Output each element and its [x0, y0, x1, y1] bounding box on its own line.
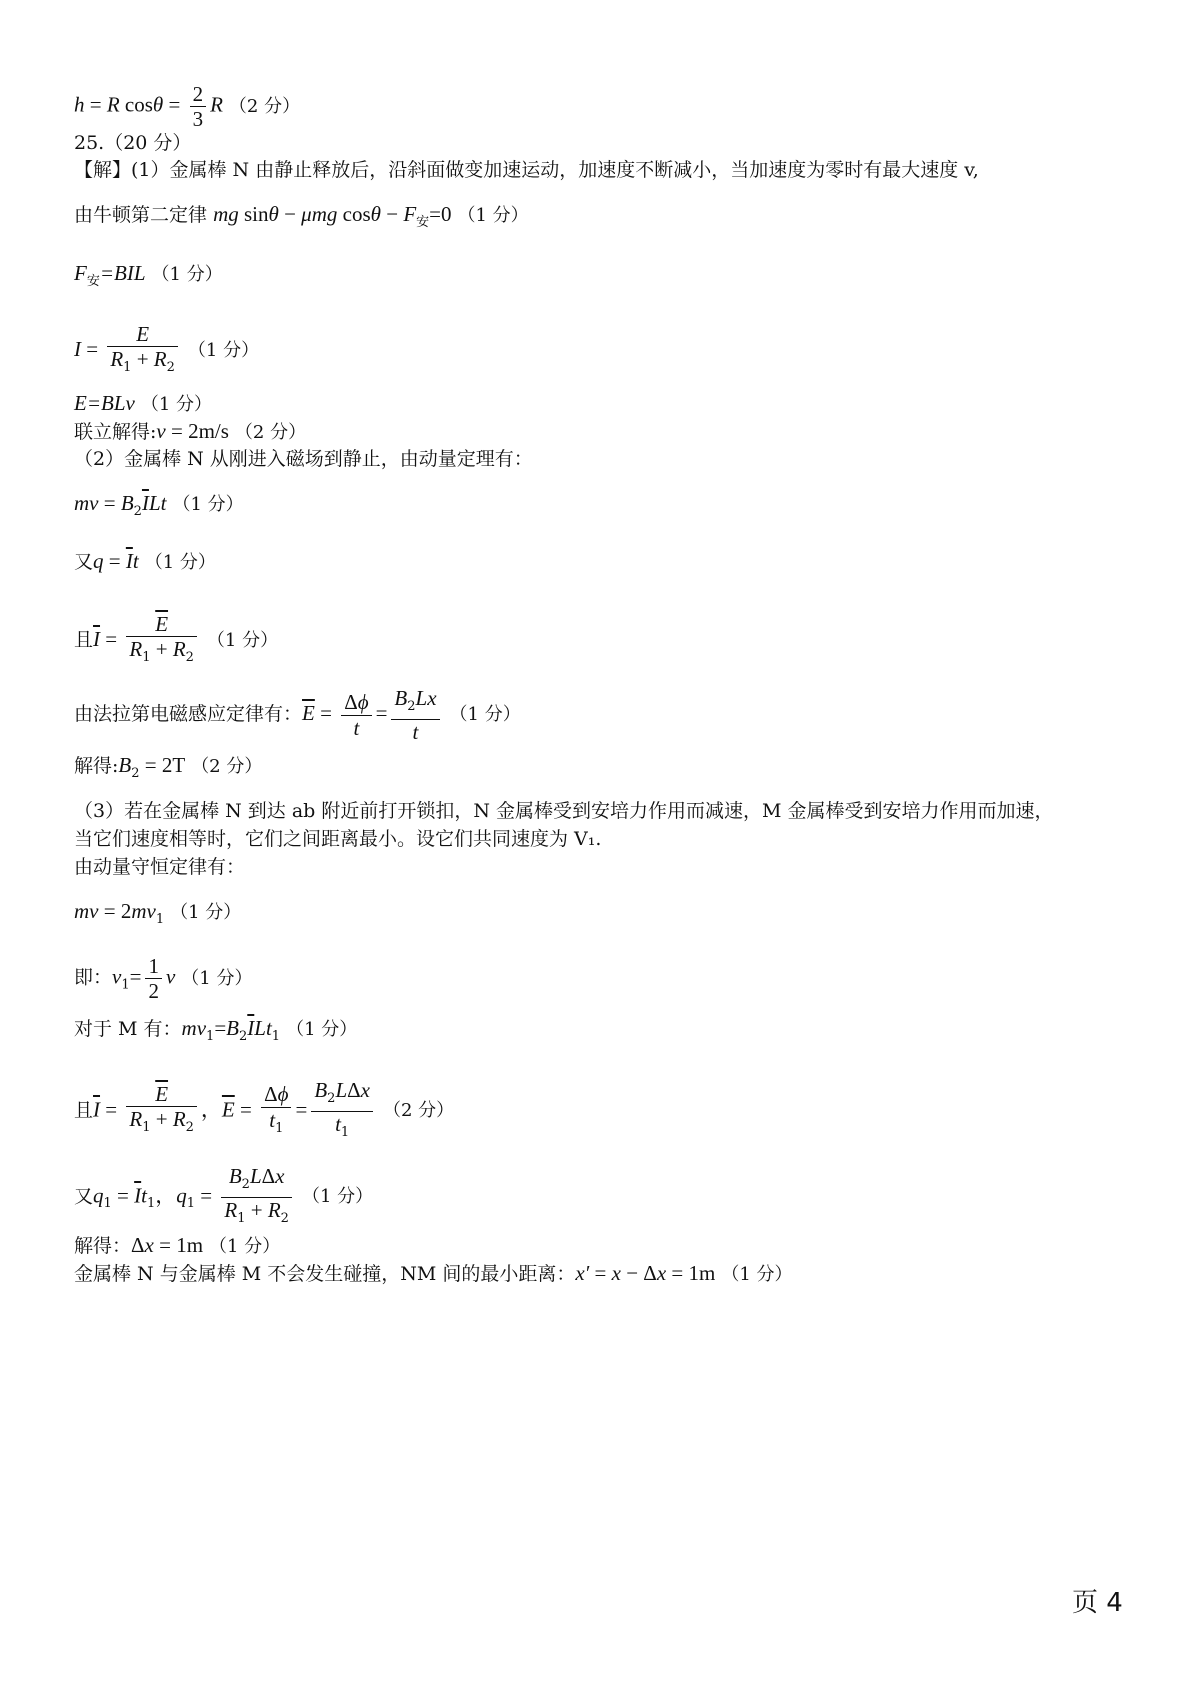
- momentum-intro: 由动量守恒定律有：: [74, 856, 246, 878]
- momentum-equation: mv = $2mv_1$ （1 分）: [74, 899, 242, 927]
- impulse-equation: mv = $B_2\overline{I}Lt$ （1 分）: [74, 491, 244, 519]
- current-equation: I = $\frac{E}{R_1 + R_2}$ （1 分）: [74, 322, 260, 375]
- conclusion-line: 金属棒 N 与金属棒 M 不会发生碰撞，NM 间的最小距离：x′ = x − Δx = 1m （1 分）: [74, 1261, 793, 1285]
- part1-intro: 【解】(1）金属棒 N 由静止释放后，沿斜面做变加速运动，加速度不断减小，当加速度为零时有最大速度 v,: [74, 159, 979, 181]
- part3-line2: 当它们速度相等时，它们之间距离最小。设它们共同速度为 V₁.: [74, 828, 602, 850]
- ampere-force-equation: $F_安=BIL$ （1 分）: [74, 261, 223, 289]
- part2-intro: （2）金属棒 N 从刚进入磁场到静止，由动量定理有：: [74, 448, 533, 470]
- page-number: 页 4: [1072, 1588, 1123, 1618]
- equation-h: h = R cosθ = $\frac{2}{3}$ R （2 分）: [74, 82, 301, 131]
- part3-line1: （3）若在金属棒 N 到达 ab 附近前打开锁扣，N 金属棒受到安培力作用而减速，M 金属棒受到安培力作用而加速，: [74, 800, 1054, 822]
- faraday-equation: 由法拉第电磁感应定律有：$\overline{E}$ = $\frac{\Delta\phi}{t}$ = $\frac{B_2Lx}{t}$ （1 分）: [74, 686, 521, 744]
- problem-header: 25.（20 分）: [74, 132, 192, 154]
- solve-dx-line: 解得：Δx = 1m （1 分）: [74, 1233, 281, 1257]
- emf-equation: E=BLv （1 分）: [74, 391, 213, 415]
- charge-equation: 又$q = \overline{I}t$ （1 分）: [74, 549, 216, 573]
- avg-current-equation: 且$\overline{I}$ = $\frac{\overline{E}}{R_1 + R_2}$ （1 分）: [74, 612, 279, 665]
- impulse-m-equation: 对于 M 有：$mv_1=B_2\overline{I}Lt_1$ （1 分）: [74, 1016, 358, 1044]
- charge-m-equation: 又$q_1 = \overline{I}t_1$，$q_1$ = $\frac{B_2L\Delta x}{R_1 + R_2}$ （1 分）: [74, 1164, 374, 1226]
- solve-b2-line: 解得$:B_2 = 2T$ （2 分）: [74, 753, 263, 781]
- avg-emf-equation: 且$\overline{I}$ = $\frac{\overline{E}}{R_1 + R_2}$ ，$\overline{E}$ = $\frac{\Delta\phi}{t_1}$ = $\frac{B_2L\Delta x}{t_1}$ （2 分）: [74, 1078, 455, 1140]
- newton-equation: 由牛顿第二定律 mg sinθ − μmg $\cos\theta - F_安=0$ （1 分）: [74, 202, 529, 230]
- v1-equation: 即：$v_1=$ $\frac{1}{2}$ v （1 分）: [74, 954, 253, 1003]
- solve-v-line: 联立解得:v = 2m/s （2 分）: [74, 419, 307, 443]
